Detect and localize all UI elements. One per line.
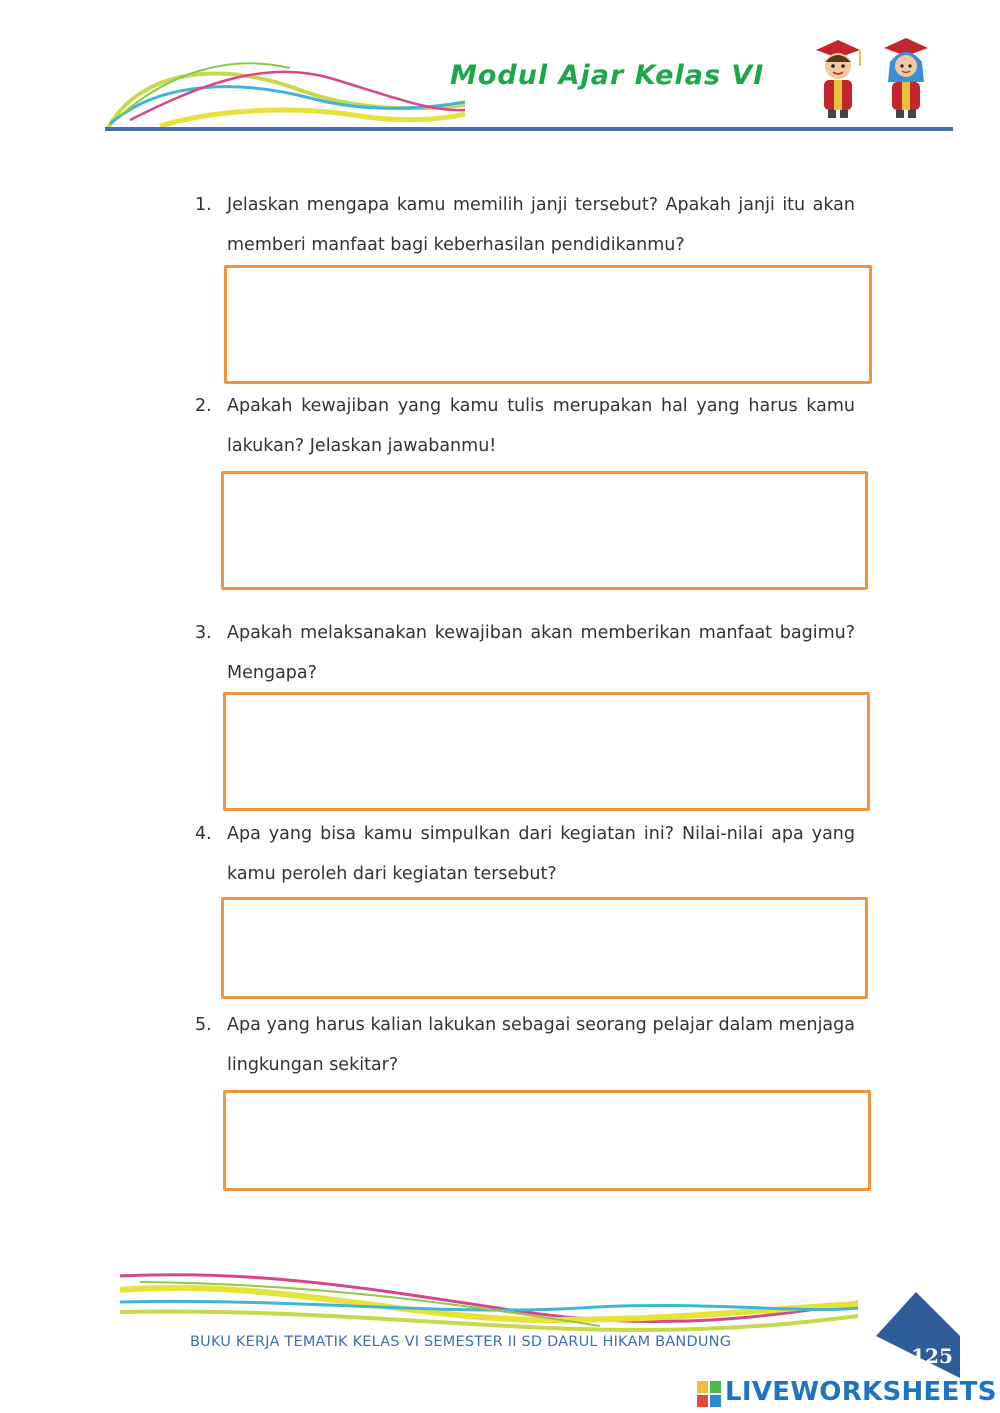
question-number: 5. <box>195 1015 212 1035</box>
footer-swoosh-decoration <box>120 1268 860 1340</box>
question-1 <box>195 185 855 265</box>
answer-box-1[interactable] <box>224 265 872 384</box>
question-3 <box>195 613 855 693</box>
question-4 <box>195 814 855 894</box>
module-title: Modul Ajar Kelas VI <box>450 60 765 91</box>
question-number: 3. <box>195 623 212 643</box>
liveworksheets-icon <box>697 1381 721 1407</box>
header-swoosh-decoration <box>100 50 470 135</box>
liveworksheets-logo[interactable] <box>697 1377 997 1411</box>
liveworksheets-brand: LIVEWORKSHEETS <box>725 1377 997 1407</box>
page-number: 125 <box>911 1344 953 1368</box>
question-text: Jelaskan mengapa kamu memilih janji tersebut? Apakah janji itu akan memberi manfaat bagi keberhasilan pendidikanmu? <box>227 195 855 255</box>
question-text: Apakah kewajiban yang kamu tulis merupakan hal yang harus kamu lakukan? Jelaskan jawabanmu! <box>227 396 855 456</box>
question-text: Apa yang bisa kamu simpulkan dari kegiatan ini? Nilai-nilai apa yang kamu peroleh dari kegiatan tersebut? <box>227 824 855 884</box>
graduate-girl-icon <box>880 36 932 120</box>
answer-box-4[interactable] <box>221 897 868 999</box>
header-divider <box>105 127 953 131</box>
question-number: 4. <box>195 824 212 844</box>
question-number: 1. <box>195 195 212 215</box>
question-text: Apakah melaksanakan kewajiban akan memberikan manfaat bagimu? Mengapa? <box>227 623 855 683</box>
answer-box-2[interactable] <box>221 471 868 590</box>
question-2 <box>195 386 855 466</box>
book-title-footer: BUKU KERJA TEMATIK KELAS VI SEMESTER II SD DARUL HIKAM BANDUNG <box>190 1334 732 1350</box>
graduate-boy-icon <box>812 36 864 120</box>
answer-box-3[interactable] <box>223 692 870 811</box>
question-5 <box>195 1005 855 1085</box>
question-text: Apa yang harus kalian lakukan sebagai seorang pelajar dalam menjaga lingkungan sekitar? <box>227 1015 855 1075</box>
question-number: 2. <box>195 396 212 416</box>
answer-box-5[interactable] <box>223 1090 871 1191</box>
